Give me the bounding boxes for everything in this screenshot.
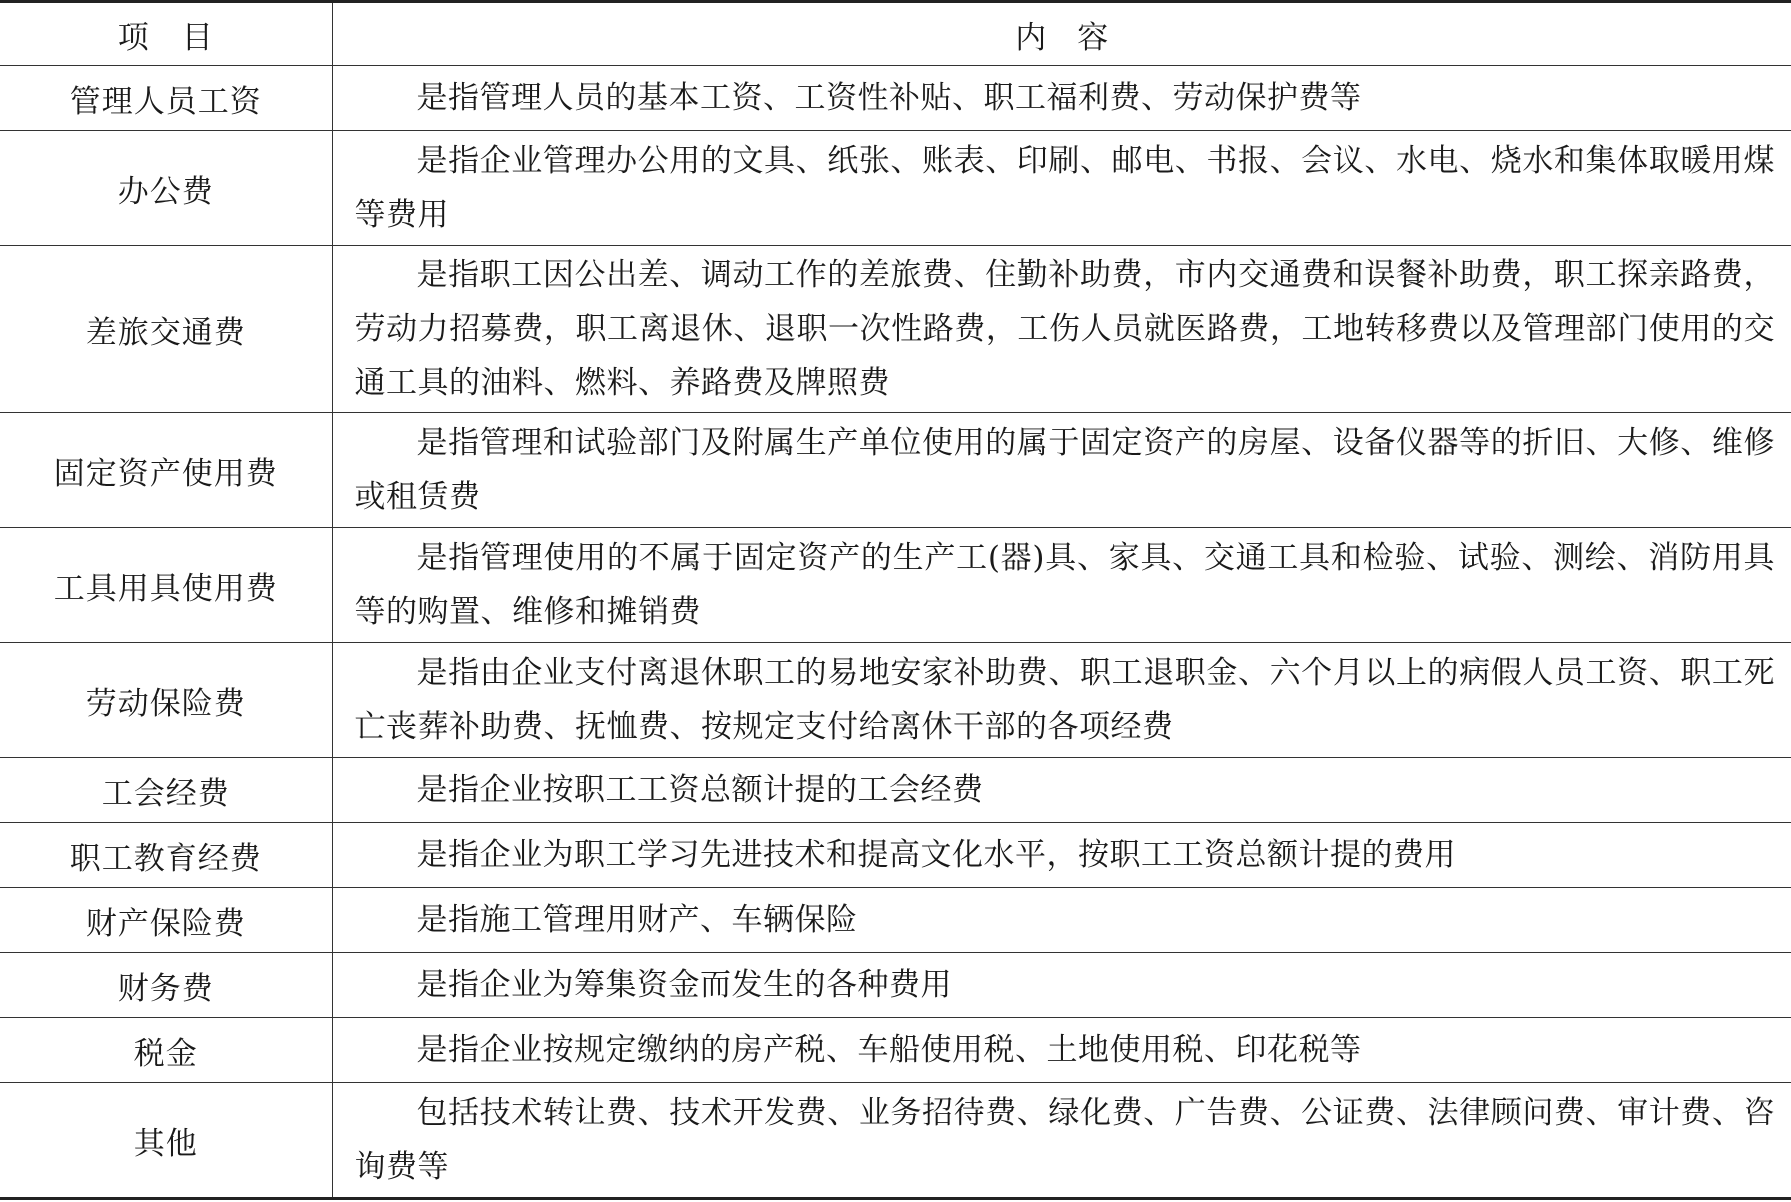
row-content-cell: 是指由企业支付离退休职工的易地安家补助费、职工退职金、六个月以上的病假人员工资、职工死亡丧葬补助费、抚恤费、按规定支付给离休干部的各项经费 xyxy=(332,643,1791,758)
row-content-cell: 是指职工因公出差、调动工作的差旅费、住勤补助费，市内交通费和误餐补助费，职工探亲路费，劳动力招募费，职工离退休、退职一次性路费，工伤人员就医路费，工地转移费以及管理部门使用的交通工具的油料、燃料、养路费及牌照费 xyxy=(332,246,1791,413)
row-content-cell: 是指企业为筹集资金而发生的各种费用 xyxy=(332,953,1791,1018)
row-item-cell: 办公费 xyxy=(0,131,332,246)
table-row xyxy=(0,1018,1791,1083)
row-content-cell: 是指管理和试验部门及附属生产单位使用的属于固定资产的房屋、设备仪器等的折旧、大修、维修或租赁费 xyxy=(332,413,1791,528)
row-content-cell: 是指企业管理办公用的文具、纸张、账表、印刷、邮电、书报、会议、水电、烧水和集体取暖用煤等费用 xyxy=(332,131,1791,246)
table-row xyxy=(0,66,1791,131)
row-item-cell: 管理人员工资 xyxy=(0,66,332,131)
table-row xyxy=(0,131,1791,246)
table-row xyxy=(0,823,1791,888)
row-content-cell: 是指施工管理用财产、车辆保险 xyxy=(332,888,1791,953)
row-content-cell: 是指管理人员的基本工资、工资性补贴、职工福利费、劳动保护费等 xyxy=(332,66,1791,131)
row-item-cell: 职工教育经费 xyxy=(0,823,332,888)
row-item-cell: 财产保险费 xyxy=(0,888,332,953)
row-content-cell: 是指管理使用的不属于固定资产的生产工(器)具、家具、交通工具和检验、试验、测绘、消防用具等的购置、维修和摊销费 xyxy=(332,528,1791,643)
row-item-cell: 工具用具使用费 xyxy=(0,528,332,643)
row-content-cell: 是指企业按职工工资总额计提的工会经费 xyxy=(332,758,1791,823)
table-row xyxy=(0,528,1791,643)
table-row xyxy=(0,1083,1791,1199)
table-row xyxy=(0,413,1791,528)
table-row xyxy=(0,643,1791,758)
table-row xyxy=(0,888,1791,953)
row-content-cell: 包括技术转让费、技术开发费、业务招待费、绿化费、广告费、公证费、法律顾问费、审计费、咨询费等 xyxy=(332,1083,1791,1199)
row-item-cell: 工会经费 xyxy=(0,758,332,823)
row-content-cell: 是指企业为职工学习先进技术和提高文化水平，按职工工资总额计提的费用 xyxy=(332,823,1791,888)
row-item-cell: 劳动保险费 xyxy=(0,643,332,758)
row-item-cell: 税金 xyxy=(0,1018,332,1083)
table-header-row xyxy=(0,2,1791,66)
column-header-item: 项 目 xyxy=(0,2,332,66)
table-row xyxy=(0,953,1791,1018)
row-item-cell: 差旅交通费 xyxy=(0,246,332,413)
table-row xyxy=(0,758,1791,823)
row-item-cell: 财务费 xyxy=(0,953,332,1018)
row-content-cell: 是指企业按规定缴纳的房产税、车船使用税、土地使用税、印花税等 xyxy=(332,1018,1791,1083)
column-header-content: 内 容 xyxy=(332,2,1791,66)
row-item-cell: 其他 xyxy=(0,1083,332,1199)
table-row xyxy=(0,246,1791,413)
row-item-cell: 固定资产使用费 xyxy=(0,413,332,528)
